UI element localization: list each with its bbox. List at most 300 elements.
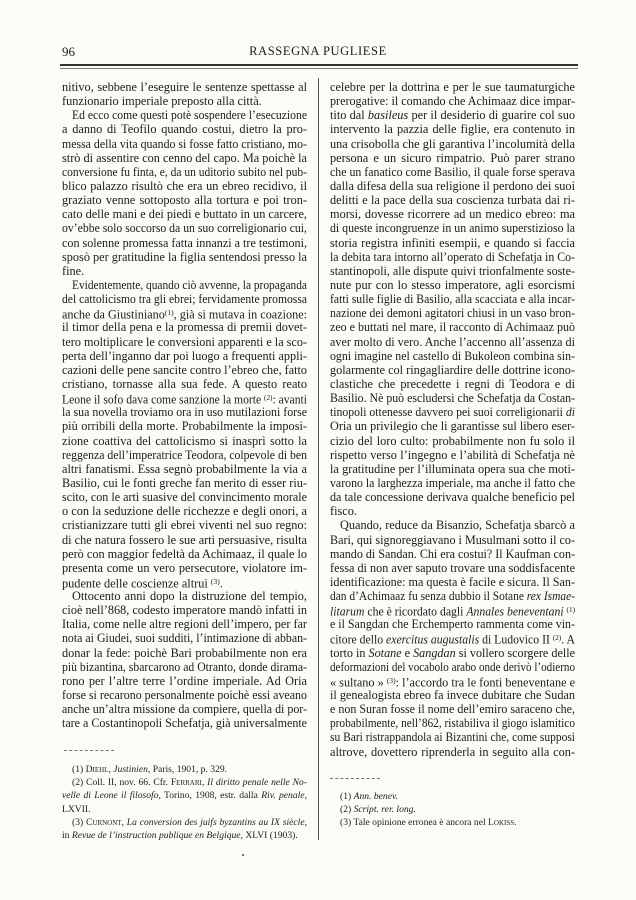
text-segment: clastiche che precedette i regni di Teodora e di [330,376,575,391]
text-segment: tare a Costantinopoli Schefatja, già universalmente [62,716,307,731]
text-line [62,716,307,730]
text-line [330,803,575,816]
text-segment: anche da Giustiniano [62,307,165,322]
text-line [62,250,307,264]
text-line [62,335,307,349]
text-segment: (3) Tale opinione erronea è ancora nel [340,817,489,829]
line-content [330,264,575,278]
text-segment: la gratitudine per l’illuminata opera sua che moti- [330,461,575,476]
line-content [62,518,307,532]
line-content [330,193,575,207]
line-content [330,377,575,391]
text-segment: conversione fu finta, e, da un uditorio subito nel pub- [62,164,307,179]
line-content [62,179,307,193]
text-segment: presenta come un vero persecutore, violatore im- [62,560,307,575]
footnote-separator [64,750,114,751]
text-line [330,419,575,433]
text-line [330,790,575,803]
text-segment: deformazioni del vocabolo arabo onde derivò l’odierno [330,659,575,674]
text-line [330,391,575,405]
line-content [62,434,307,448]
line-content [330,94,575,108]
line-content [72,589,307,603]
text-segment: aver molto di vero. Anche l’accenno all’assenza di [330,334,575,349]
text-line [62,278,307,292]
line-content [330,306,575,320]
line-content [330,702,575,716]
text-segment: pudente delle coscienze altrui [62,576,211,591]
line-content [330,660,575,674]
italic-text: Revue de l’instruction publique en Belgique [71,829,241,841]
text-segment: nute pur con lo stesso imperatore, agli esorcismi [330,277,575,292]
line-content [330,617,575,631]
text-segment: nitivo, sebbene l’eseguire le sentenze spettasse al [62,80,307,94]
text-line [62,320,307,334]
line-content [330,137,575,151]
line-content [62,448,307,462]
line-content [330,221,575,235]
text-line [330,236,575,250]
text-line [330,674,575,688]
text-segment: il genealogista ebreo fa invece dubitare che Sudan [330,688,575,703]
text-segment: la sua novella troviamo ora in uso mutilazioni forse [62,405,307,420]
text-line [62,207,307,221]
author-name: Curnont [85,816,122,828]
text-segment: tinopoli ottenesse davvero pei suoi correligionarii [330,405,566,420]
italic-text: di [565,405,575,420]
line-content [330,575,575,589]
text-segment: tero moltiplicare le conversioni apparenti e la sco- [62,334,307,349]
text-segment: , [108,764,114,775]
line-content [330,434,575,448]
text-line [330,306,575,320]
text-segment: identificazione: ma questa è facile e sicura. Il San- [330,574,575,589]
text-segment: Ottocento anni dopo la distruzione del tempio, [72,589,307,604]
text-line [62,603,307,617]
line-content [72,763,227,776]
text-line [330,561,575,575]
text-segment: fessa di non aver saputo trovare una soddisfacente [330,560,575,575]
text-segment: una crisobolla che gli garantiva l’incolumità della [330,136,575,151]
text-segment: forse si recarono personalmente poichè essi aveano [62,688,307,703]
line-content [330,335,575,349]
text-line [330,335,575,349]
text-segment: , [121,816,127,828]
line-content [62,547,307,561]
text-line [330,716,575,730]
italic-text: La conversion des juifs byzantins au IX siècle, [126,816,307,828]
line-content [330,688,575,702]
line-content [62,561,307,575]
text-segment: morsi, dovesse ricorrere ad un medico ebreo: ma [330,207,575,222]
text-segment: cristianizzare tutti gli ebrei viventi nel suo regno: [62,518,307,533]
line-content [62,617,307,631]
line-content [330,504,357,518]
author-name: Lokiss [488,817,515,829]
text-line [62,816,307,829]
footnote-reference: (2) [264,393,273,403]
text-line [330,547,575,561]
text-segment: che è ricordato dagli [364,604,467,619]
line-content [62,80,307,94]
text-segment: su Bari ristrappandola ai Bizantini che, come supposi [330,730,575,745]
text-line [330,122,575,136]
text-line [330,250,575,264]
line-content [330,476,575,490]
line-content [62,165,307,179]
line-content [62,94,262,108]
text-line [62,80,307,94]
text-segment: (1) [340,791,354,802]
text-segment: altrove, dovettero riprenderla in seguito alla con- [330,744,575,759]
text-line [62,419,307,433]
text-line [62,108,307,122]
text-line [62,763,307,776]
page-number: 96 [62,44,75,59]
text-segment: stantinopoli, alle dispute quivi trionfalmente soste- [330,263,575,278]
text-line [330,745,575,759]
line-content [330,236,575,250]
text-segment: zione coattiva del cattolicismo si inasprì sotto la [62,433,307,448]
text-segment: e non Suran fosse il nome dell’emiro saraceno che, [330,702,575,717]
text-line [330,278,575,292]
text-segment: rono per l’altre terre l’ordine imperiale. Ad Oria [62,673,307,688]
text-segment: e [401,645,414,660]
text-segment: il timor della pena e la promessa di premii dovet- [62,320,307,335]
line-content [330,207,575,221]
text-segment: Quando, reduce da Bisanzio, Schefatja sbarcò a [340,518,575,533]
text-segment: (1) [72,764,86,775]
text-line [62,193,307,207]
line-content [62,803,91,816]
text-segment: varono la larghezza imperiale, ma anche il fatto che [330,475,575,490]
line-content [340,816,517,829]
line-content [330,80,575,94]
author-name: Diehl [85,764,109,775]
text-segment: funzionario imperiale preposto alla città. [62,94,262,109]
text-segment: Italia, come nelle altre regioni dell’impero, per far [62,617,307,632]
text-segment: Basilio, cui le fonti greche fan merito di esser riu- [62,475,307,490]
text-line [62,702,307,716]
line-content [330,462,575,476]
text-segment: donar la fede: poichè Bari probabilmente non era [62,645,307,660]
text-line [330,533,575,547]
text-segment: . [219,576,223,591]
italic-text: velle di Leone il filosofo [62,790,159,802]
text-line [62,660,307,674]
text-segment: cazioni delle pene sancite contro l’ebreo che, fatto [62,362,307,377]
running-title: RASSEGNA PUGLIESE [249,44,387,58]
line-content [330,646,575,660]
text-segment: scito, con le arti suasive del convincimento morale [62,490,307,505]
text-line [62,349,307,363]
line-content [330,320,575,334]
line-content [330,122,575,136]
text-line [62,829,307,842]
text-line [62,504,307,518]
line-content [340,790,398,803]
text-segment: Oria un privilegio che li garantisse sul libero eser- [330,419,575,434]
line-content [340,803,416,816]
text-segment: nota ai Giudei, suoi sudditi, l’intimazione di abban- [62,631,307,646]
line-content [330,278,575,292]
text-segment: reggenza dell’imperatrice Teodora, colpevole di ben [62,447,307,462]
text-segment: anche un’altra missione da compiere, quella di por- [62,702,307,717]
text-segment: . A [561,632,575,647]
line-content [330,363,575,377]
italic-text: exercitus augustalis [386,632,480,647]
line-content [62,151,307,165]
text-segment: (3) [72,816,86,828]
text-segment: delitti e la pace della sua coscienza turbata dai ri- [330,193,575,208]
text-segment: : avanti [272,392,307,407]
text-segment: fine. [62,263,85,278]
text-line [330,94,575,108]
right-footnotes [330,790,575,830]
text-line [62,490,307,504]
text-line [330,292,575,306]
line-content [62,646,307,660]
line-content [62,221,307,235]
text-segment: perta dell’inganno dar poi luogo a frequenti appli- [62,348,307,363]
text-line [62,688,307,702]
text-line [330,603,575,617]
line-content [62,320,307,334]
italic-text: Annales beneventani [466,604,564,619]
line-content [62,829,298,842]
line-content [62,490,307,504]
text-line [330,264,575,278]
line-content [62,306,307,322]
text-segment: , [201,777,208,789]
text-line [330,575,575,589]
text-line [62,292,307,306]
text-line [330,377,575,391]
text-line [330,631,575,645]
column-divider [318,78,319,840]
text-segment: , XLVI (1903). [240,829,298,841]
text-segment: : l’accordo tra le fonti beneventane e [395,675,575,690]
text-segment: storia registra infiniti esempii, e quando si faccia [330,235,575,250]
italic-text: basileus [367,108,409,123]
text-segment: ov’ebbe solo soccorso da un suo correligionario cui, [62,221,307,236]
footnote-reference: (1) [566,605,575,615]
text-line [62,448,307,462]
text-line [62,561,307,575]
text-segment: , Paris, 1901, p. 329. [147,764,228,775]
text-segment: fatti sulle figlie di Basilio, alla scacciata e alla incar- [330,292,575,307]
text-line [62,476,307,490]
text-line [330,688,575,702]
text-segment: la debita tara intorno all’operato di Schefatja in Co- [330,249,575,264]
line-content [62,533,307,547]
text-line [330,434,575,448]
line-content [330,589,575,603]
text-line [330,137,575,151]
text-line [330,349,575,363]
text-segment: intervento la pazzia delle figlie, era contenuto in [330,122,575,137]
right-column [330,80,575,759]
text-line [330,702,575,716]
line-content [62,419,307,433]
text-line [62,547,307,561]
text-line [62,306,307,320]
line-content [62,716,307,730]
text-segment: ogni imagine nel castello di Bukoleon combina sin- [330,348,575,363]
text-line [62,122,307,136]
text-line [62,221,307,235]
text-line [330,462,575,476]
line-content [330,349,575,363]
text-line [62,434,307,448]
text-segment: e il Sangdan che Erchemperto rammenta come vin- [330,617,575,632]
line-content [62,122,307,136]
text-segment: , [304,790,307,802]
line-content [330,151,575,165]
text-segment: più bizantina, sbarcarono ad Otranto, donde dirama- [62,659,307,674]
text-line [330,320,575,334]
line-content [330,405,575,419]
text-segment: persona e un sicuro rimpatrio. Può parer strano [330,150,575,165]
line-content [330,108,575,122]
line-content [330,716,575,730]
text-segment: . [514,817,517,829]
line-content [62,335,307,349]
text-segment: Ed ecco come questi potè sospendere l’esecuzione [72,108,307,123]
footnote-separator [330,778,380,779]
text-segment: citore dello [330,632,387,647]
line-content [62,264,84,278]
text-line [62,165,307,179]
footnote-reference: (1) [164,308,174,318]
line-content [72,108,307,122]
line-content [62,349,307,363]
text-segment: di Ludovico II [479,632,553,647]
line-content [62,236,307,250]
text-line [330,151,575,165]
line-content [330,745,575,759]
text-line [330,518,575,532]
text-line [62,377,307,391]
line-content [330,490,575,504]
line-content [62,250,307,264]
text-segment: probabilmente, nell’862, ristabiliva il giogo islamitico [330,716,575,731]
text-segment: Leone il sofo dava come sanzione la morte [62,392,265,407]
text-line [62,363,307,377]
text-line [62,674,307,688]
text-segment: torto in [330,645,369,660]
text-line [330,405,575,419]
text-line [330,476,575,490]
text-line [62,179,307,193]
text-segment: però con maggior fedeltà da Achimaaz, il quale lo [62,546,307,561]
italic-text: Il diritto penale nelle No- [207,777,307,789]
text-line [62,137,307,151]
text-line [330,165,575,179]
text-line [330,108,575,122]
text-segment: del cattolicismo tra gli ebrei; fervidamente promossa [62,292,307,307]
text-line [62,589,307,603]
text-segment: per il desiderio di guarire col suo [408,108,575,123]
text-line [62,617,307,631]
line-content [330,292,575,306]
text-segment: più orribili della morte. Probabilmente la imposi- [62,419,307,434]
italic-text: Script. rer. long. [353,804,416,816]
text-segment: (2) [340,804,354,816]
line-content [330,391,575,405]
text-segment: con solenne promessa fatta innanzi a tre testimoni, [62,235,307,250]
line-content [62,674,307,688]
footnote-reference: (3) [386,675,396,685]
text-segment: zeo e buttati nel mare, il racconto di Achimaaz può [330,320,575,335]
line-content [330,179,575,193]
text-segment: graziato venne sottoposto alla tortura e poi tron- [62,193,307,208]
text-segment: in [62,829,72,841]
line-content [62,789,307,802]
text-segment: blico palazzo risultò che era un ebreo recidivo, il [62,178,307,193]
text-segment: che un fanatico come Basilio, il quale forse sperava [330,164,575,179]
print-speck [242,854,244,856]
text-segment: Bari, qui signoreggiavano i Musulmani sotto il co- [330,532,575,547]
text-line [330,504,575,518]
text-line [62,236,307,250]
text-segment: tito dal [330,108,368,123]
text-segment: « sultano » [330,675,387,690]
text-segment: LXVII. [62,803,91,815]
text-line [62,264,307,278]
line-content [330,250,575,264]
line-content [72,776,307,789]
text-line [330,646,575,660]
line-content [340,518,575,532]
footnote-reference: (2) [552,633,562,643]
line-content [62,660,307,674]
line-content [62,292,307,306]
text-segment: dalla difesa della sua religione il perdono dei suoi [330,178,575,193]
italic-text: Ann. benev. [353,791,398,802]
text-line [330,660,575,674]
text-line [330,448,575,462]
text-segment: , già si mutava in coazione: [173,307,307,322]
author-name: Ferrari [170,777,202,789]
text-segment: messa della vita quando si fosse fatto cristiano, mo- [62,136,307,151]
line-content [62,137,307,151]
text-line [330,730,575,744]
footnote-reference: (3) [210,576,220,586]
text-segment: o con la seduzione delle ricchezze e degli onori, a [62,504,307,519]
line-content [62,363,307,377]
text-line [62,575,307,589]
text-segment: di che natura fossero le sue arti persuasive, risulta [62,532,307,547]
text-line [62,803,307,816]
left-column [62,80,307,730]
text-line [62,391,307,405]
text-segment: cristiano, tornasse alla sua fede. A questo reato [62,376,307,391]
text-segment: di queste incongruenze in un animo superstizioso la [330,221,575,236]
header-rule-thin [60,68,578,69]
text-segment: altri fanatismi. Essa segnò probabilmente la via a [62,461,307,476]
text-segment: cizio del loro culto: probabilmente non fu solo il [330,433,575,448]
text-line [330,816,575,829]
text-line [62,462,307,476]
line-content [330,533,575,547]
italic-text: litarum [330,604,365,619]
text-segment: mando di Sandan. Chi era costui? Il Kaufman con- [330,546,575,561]
left-footnotes [62,763,307,842]
text-line [330,490,575,504]
text-line [62,405,307,419]
text-line [62,94,307,108]
